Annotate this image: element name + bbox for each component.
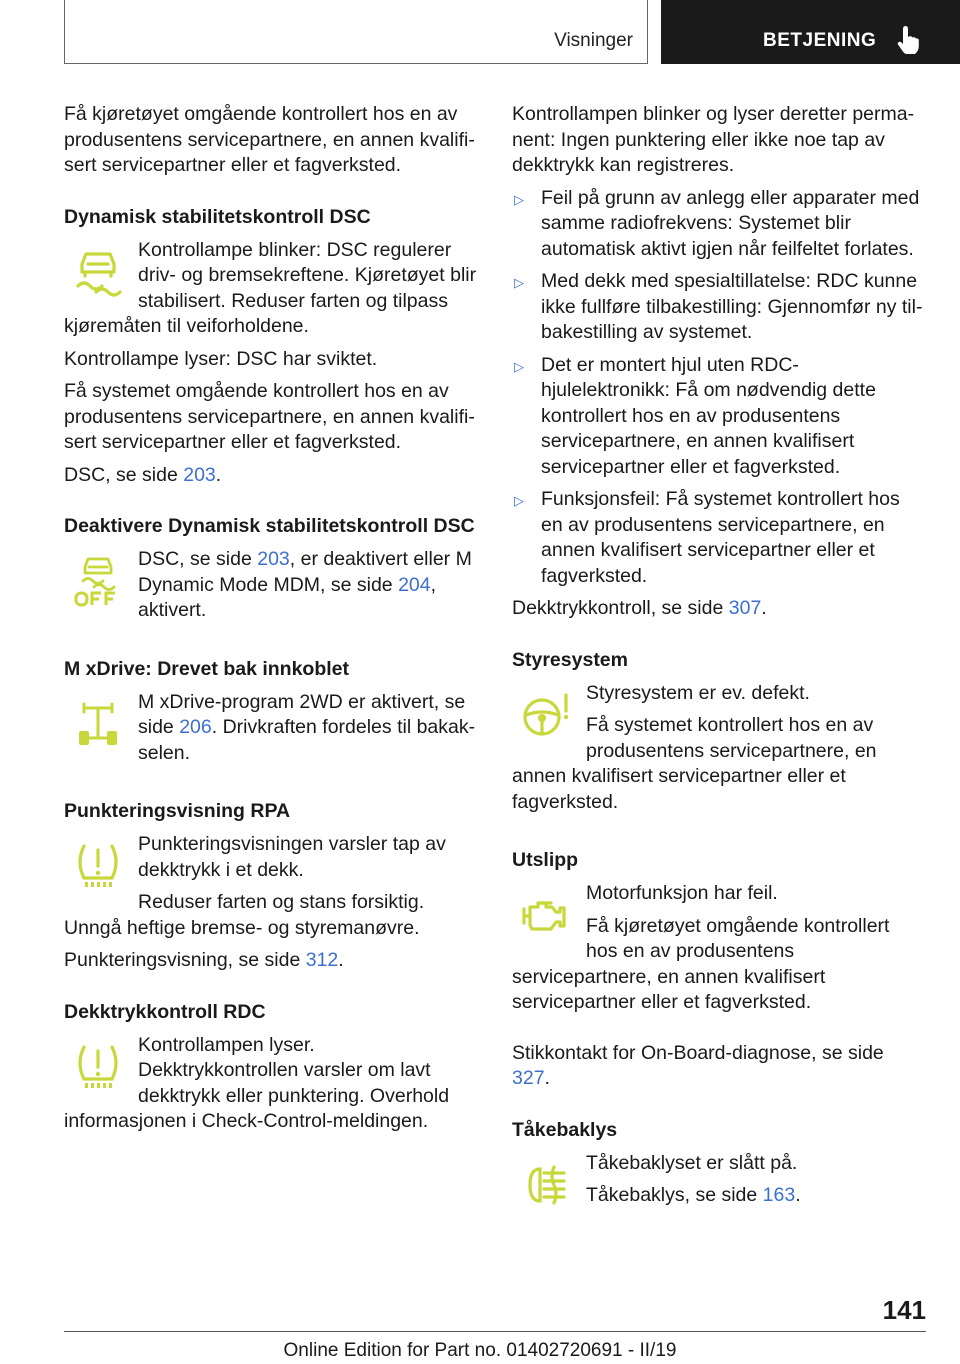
xdrive-text: M xDrive-program 2WD er aktivert, se side 206. Drivkraften fordeles til bakakselen. [138, 690, 476, 764]
xdrive-entry [64, 690, 478, 774]
rear-drive-icon [72, 698, 124, 750]
rpa-text-2: Reduser farten og stans forsiktig. Unngå heftige bremse- og styremanøvre. [64, 891, 425, 939]
fog-reference: Tåkebaklys, se side 163. [586, 1184, 801, 1206]
triangle-bullet-icon: ▷ [514, 191, 524, 207]
triangle-bullet-icon: ▷ [514, 358, 524, 374]
footer-divider [64, 1331, 926, 1332]
rear-fog-light-icon [520, 1159, 572, 1211]
steering-warning-icon [520, 689, 572, 741]
steering-text-2: Få systemet kontrollert hos en av produsentens servicepartnere, en annen kvalifisert servicepartner eller et fagverksted. [512, 714, 877, 813]
emission-heading: Utslipp [512, 849, 579, 871]
steering-text-1: Styresystem er ev. defekt. [586, 681, 810, 704]
rpa-text-1: Punkteringsvisningen varsler tap av dekktrykk i et dekk. [138, 833, 446, 881]
rpa-heading: Punkteringsvisning RPA [64, 800, 291, 822]
dsc-page-link[interactable]: 203 [183, 463, 216, 486]
dsc-off-entry [64, 547, 478, 631]
rpa-reference: Punkteringsvisning, se side 312. [64, 949, 344, 971]
right-column [512, 102, 926, 1216]
header-tab-label[interactable]: Visninger [554, 30, 633, 51]
rdc-page-link[interactable]: 307 [728, 597, 762, 619]
rdc-reference: Dekktrykkontroll, se side 307. [512, 597, 767, 619]
tire-pressure-warning-icon [72, 840, 124, 892]
page-number: 141 [882, 1295, 926, 1325]
header-section-label[interactable]: BETJENING [763, 30, 877, 51]
intro-paragraph: Få kjøretøyet omgående kontrollert hos en av produsentens servicepartnere, en annen kvalifisert servicepartner eller et fagverksted. [64, 103, 475, 176]
fog-entry [512, 1151, 926, 1216]
xdrive-page-link[interactable]: 206 [179, 716, 212, 738]
steering-entry [512, 681, 926, 823]
dsc-off-text: DSC, se side 203, er deaktivert eller M Dynamic Mode MDM, se side 204, aktivert. [138, 548, 472, 621]
emission-text-2: Få kjøretøyet omgående kontrollert hos en av produsentens servicepartnere, en annen kvalifisert servicepartner eller et fagverksted. [512, 914, 890, 1013]
fog-text-1: Tåkebaklyset er slått på. [586, 1151, 798, 1174]
pointing-hand-icon [895, 26, 921, 54]
dsc-off-heading: Deaktivere Dynamisk stabilitetskontroll DSC [64, 515, 475, 537]
rdc-bullet-list [512, 186, 926, 590]
fog-heading: Tåkebaklys [512, 1118, 618, 1141]
list-item: ▷ Det er montert hjul uten RDC-hjulelektronikk: Få om nødvendig dette kontrollert hos en av produsentens servicepartnere, en annen kvalifisert servicepartner eller et fagverksted. [514, 353, 876, 478]
edition-footer: Online Edition for Part no. 01402720691 - II/19 [283, 1340, 677, 1361]
rdc-blink-text: Kontrollampen blinker og lyser deretter permanent: Ingen punktering eller ikke noe tap av dekktrykk kan registreres. [512, 103, 915, 176]
rdc-entry [64, 1033, 478, 1142]
list-item: ▷ Feil på grunn av anlegg eller apparater med samme radiofrekvens: Systemet blir automatisk aktivt igjen når feilfeltet forlates. [514, 186, 920, 260]
dsc-entry [64, 238, 478, 347]
emission-page-link[interactable]: 327 [512, 1067, 545, 1089]
dsc-off-page-link-2[interactable]: 204 [398, 573, 431, 596]
rpa-page-link[interactable]: 312 [305, 949, 339, 971]
rpa-entry [64, 832, 478, 948]
header-tab-box [64, 0, 648, 64]
dsc-off-page-link-1[interactable]: 203 [257, 548, 290, 570]
emission-reference: Stikkontakt for On-Board-diagnose, se side 327. [512, 1041, 884, 1089]
triangle-bullet-icon: ▷ [514, 275, 524, 290]
dsc-text-1: Kontrollampe blinker: DSC regulerer driv- og bremsekreftene. Kjøretøyet blir stabilisert. Reduser farten og tilpass kjøremåten til veiforholdene. [64, 238, 477, 337]
dsc-text-2: Kontrollampe lyser: DSC har sviktet. [64, 347, 378, 370]
tire-pressure-warning-icon [72, 1041, 124, 1093]
engine-check-icon [520, 889, 572, 941]
xdrive-heading: M xDrive: Drevet bak innkoblet [64, 657, 349, 680]
dsc-off-icon [72, 555, 124, 607]
header-section-box [661, 0, 960, 64]
fog-page-link[interactable]: 163 [762, 1184, 796, 1206]
dsc-reference: DSC, se side 203. [64, 463, 222, 486]
dsc-heading: Dynamisk stabilitetskontroll DSC [64, 205, 371, 228]
list-item: ▷ Med dekk med spesialtillatelse: RDC kunne ikke fullføre tilbakestilling: Gjennomfør ny tilbakestilling av systemet. [514, 270, 923, 343]
rdc-heading: Dekktrykkontroll RDC [64, 1000, 266, 1023]
emission-entry [512, 881, 926, 1023]
dsc-text-3: Få systemet omgående kontrollert hos en av produsentens servicepartnere, en annen kvalifisert servicepartner eller et fagverksted. [64, 380, 475, 453]
emission-text-1: Motorfunksjon har feil. [586, 882, 778, 904]
rdc-text-1: Kontrollampen lyser. Dekktrykkontrollen varsler om lavt dekktrykk eller punktering. Overhold informasjonen i Check-Control-meldingen. [64, 1033, 450, 1132]
list-item: ▷ Funksjonsfeil: Få systemet kontrollert hos en av produsentens servicepartnere, en annen kvalifisert servicepartner eller et fagverksted. [514, 488, 900, 587]
steering-heading: Styresystem [512, 648, 628, 671]
left-column [64, 102, 478, 1142]
dsc-skid-icon [72, 246, 124, 298]
triangle-bullet-icon: ▷ [514, 493, 524, 508]
